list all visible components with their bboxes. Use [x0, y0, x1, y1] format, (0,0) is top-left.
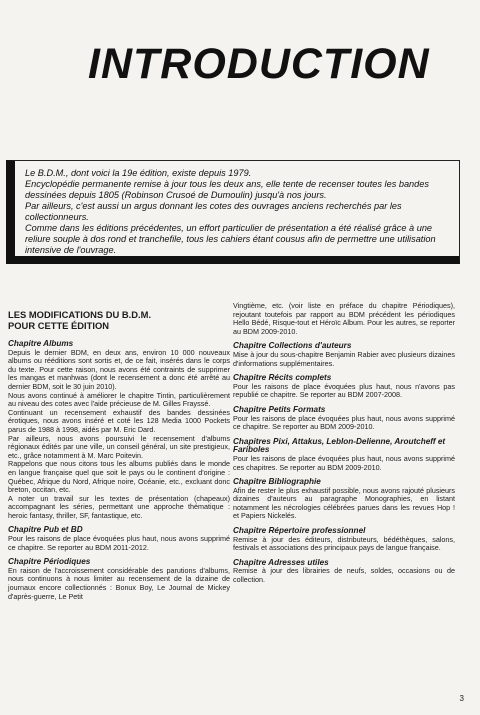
chapter-heading: Chapitre Adresses utiles	[233, 557, 329, 567]
intro-line: Encyclopédie permanente remise à jour tous les deux ans, elle tente de recenser toutes les bandes dessinées depuis 1805 (Robinson Crusoé de Dumoulin) jusqu'à nos jours.	[25, 179, 429, 200]
chapter-heading: Chapitre Récits complets	[233, 373, 332, 383]
chapter-paragraph: Pour les raisons de place évoquées plus haut, nous n'avons pas republié ce chapitre. Se reporter au BDM 2007-2008.	[233, 381, 455, 400]
chapter-paragraph: Pour les raisons de place évoquées plus haut, nous avons supprimé ce chapitre. Se reporter au BDM 2009-2010.	[233, 413, 455, 432]
intro-line: Le B.D.M., dont voici la 19e édition, existe depuis 1979.	[25, 168, 252, 178]
chapter-paragraph: Pour les raisons de place évoquées plus haut, nous avons supprimé ces chapitres. Se reporter au BDM 2009-2010.	[233, 453, 455, 472]
chapter-paragraph: A noter un travail sur les textes de présentation (chapeaux) accompagnant les séries, permettant une approche thématique : heroic fantasy, thriller, SF, fantastique, etc.	[8, 493, 230, 520]
chapter-heading: Chapitres Pixi, Attakus, Leblon-Delienne, Aroutcheff et Fariboles	[233, 436, 446, 455]
chapter-paragraph: Remise à jour des librairies de neufs, soldes, occasions ou de collection.	[233, 566, 455, 585]
chapter-paragraph: En raison de l'accroissement considérable des parutions d'albums, nous continuons à nous limiter au recensement de la dizaine de journaux encore collectionnés : Bonux Boy, Le Journal de Mickey d'après-guerre, Le Petit	[8, 565, 230, 601]
section-heading	[8, 309, 228, 331]
left-column	[8, 334, 230, 601]
intro-box	[6, 160, 460, 264]
page-title: INTRODUCTION	[88, 40, 430, 88]
chapter-paragraph: Pour les raisons de place évoquées plus haut, nous avons supprimé ce chapitre. Se reporter au BDM 2011-2012.	[8, 534, 230, 552]
chapter-paragraph: Vingtième, etc. (voir liste en préface du chapitre Périodiques), rejoutant toutefois par rapport au BDM précédent les périodiques Hello Bédé, Risque-tout et Héroïc Album. Pour les autres, se reporter au BDM 2009-2010.	[233, 301, 455, 336]
chapter-paragraph: Rappelons que nous citons tous les albums publiés dans le monde en langue française quel que soit le pays ou le continent d'origine : Québec, Afrique du Nord, Afrique noire, Océanie, etc., excluant donc breton, occitan, etc.	[8, 459, 230, 495]
chapter-paragraph: Afin de rester le plus exhaustif possible, nous avons rajouté plusieurs dizaines d'auteurs au paragraphe Monographies, en listant notamment les nécrologies célébrées parues dans les revues Hop ! et Papiers Nickelés.	[233, 485, 455, 521]
chapter-heading: Chapitre Périodiques	[8, 557, 91, 567]
chapter-paragraph: Depuis le dernier BDM, en deux ans, environ 10 000 nouveaux albums ou rééditions sont sortis et, de ce fait, insérés dans le corps du texte. Pour cette raison, nous avons été contraints de supprimer les mangas et manhwas (dont le recensement a donc été arrêté au dernier BDM, soit le 30 juin 2010).	[8, 347, 230, 391]
chapter-heading: Chapitre Pub et BD	[8, 525, 83, 535]
chapter-heading: Chapitre Collections d'auteurs	[233, 341, 352, 351]
chapter-paragraph: Continuant un recensement exhaustif des bandes dessinées érotiques, nous avons inséré et coté les 128 Media 1000 Pockets parus de 1988 à 1998, aidés par M. Eric Dard.	[8, 407, 230, 434]
right-column	[233, 302, 455, 585]
chapter-heading: Chapitre Bibliographie	[233, 477, 321, 487]
intro-line: Comme dans les éditions précédentes, un effort particulier de présentation a été réalisé grâce à une reliure souple à dos rond et tranchefile, tous les cahiers étant cousus afin de permettre une utilisation intensive de l'ouvrage.	[25, 223, 436, 255]
chapter-paragraph: Mise à jour du sous-chapitre Benjamin Rabier avec plusieurs dizaines d'informations supplémentaires.	[233, 349, 455, 368]
chapter-heading: Chapitre Répertoire professionnel	[233, 526, 366, 536]
section-heading-line: POUR CETTE ÉDITION	[8, 320, 110, 331]
chapter-heading: Chapitre Albums	[8, 339, 74, 348]
chapter-paragraph: Remise à jour des éditeurs, distributeurs, bédéthèques, salons, festivals et associations des principaux pays de langue française.	[233, 534, 455, 553]
chapter-paragraph: Nous avons continué à améliorer le chapitre Tintin, particulièrement au niveau des cotes avec l'aide précieuse de M. Gilles Frayssé.	[8, 390, 230, 409]
section-heading-line: LES MODIFICATIONS DU B.D.M.	[8, 309, 152, 320]
page-number: 3	[459, 694, 464, 703]
intro-line: Par ailleurs, c'est aussi un argus donnant les cotes des ouvrages anciens recherchés par les collectionneurs.	[25, 201, 402, 222]
chapter-heading: Chapitre Petits Formats	[233, 404, 326, 414]
chapter-paragraph: Par ailleurs, nous avons poursuivi le recensement d'albums régionaux édités par une ville, un conseil général, un site prestigieux, etc., grâce notamment à M. Marc Poitevin.	[8, 433, 230, 460]
